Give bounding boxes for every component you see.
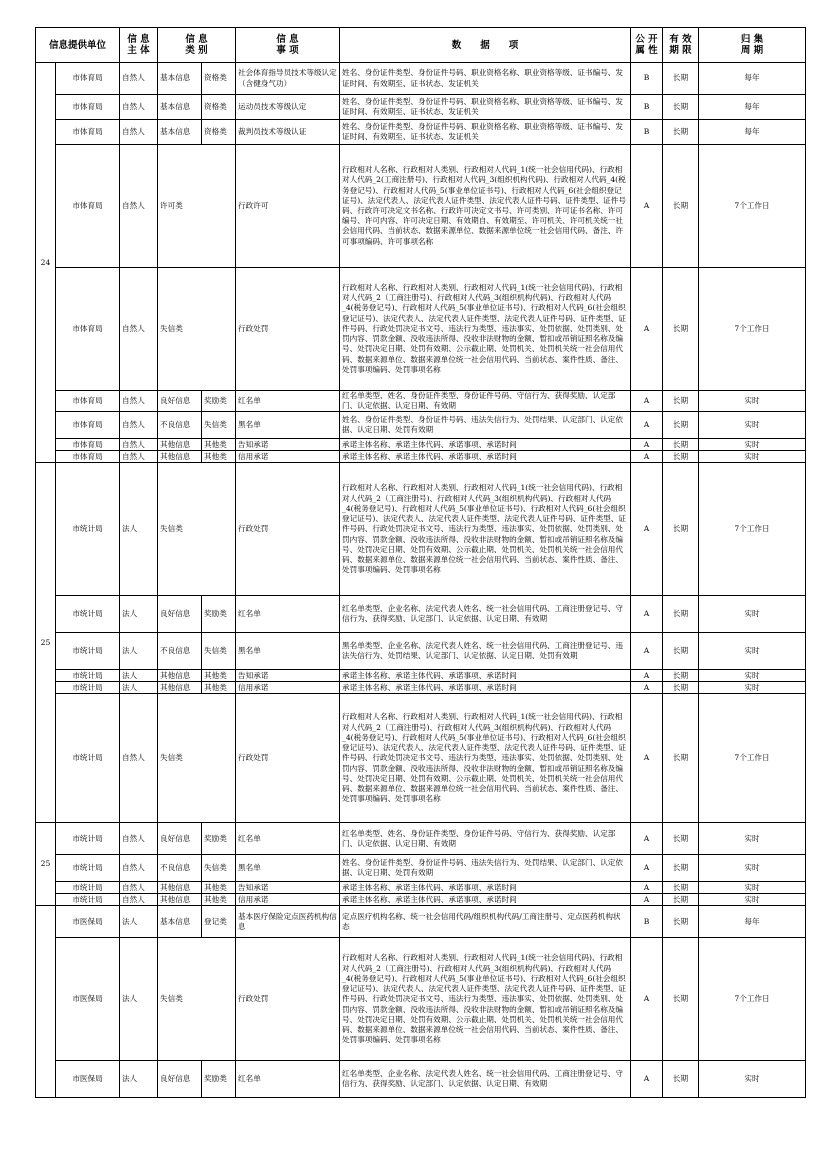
- cell-data-fields: 姓名、身份证件类型、身份证件号码、违法失信行为、处罚结果、认定部门、认定依据、认定日期、处罚有效期: [340, 855, 631, 882]
- cell-public-attr: B: [631, 906, 663, 938]
- cell-info-subcategory: 奖励类: [202, 596, 236, 633]
- row-group-number: 25: [36, 463, 56, 823]
- cell-info-subcategory: 资格类: [202, 95, 236, 120]
- table-row: [36, 596, 806, 633]
- cell-info-item: 基本医疗保险定点医药机构信息: [236, 906, 340, 938]
- row-group-number: 24: [36, 63, 56, 463]
- cell-provider-unit: 市医保局: [56, 906, 120, 938]
- cell-validity: 长期: [663, 95, 699, 120]
- cell-info-item: 红名单: [236, 391, 340, 412]
- cell-data-fields: 姓名、身份证件类型、身份证件号码、职业资格名称、职业资格等级、证书编号、发证时间、有效期至、证书状态、发证机关: [340, 95, 631, 120]
- cell-data-fields: 红名单类型、企业名称、法定代表人姓名、统一社会信用代码、工商注册登记号、守信行为、获得奖励、认定部门、认定依据、认定日期、有效期: [340, 596, 631, 633]
- cell-collection-period: 实时: [699, 412, 806, 439]
- cell-public-attr: B: [631, 63, 663, 95]
- cell-data-fields: 行政相对人名称、行政相对人类别、行政相对人代码_1(统一社会信用代码)、行政相对人代码_2（工商注册号)、行政相对人代码_3(组织机构代码)、行政相对人代码_4(税务登记号)、行政相对人代码_5(事业单位证书号)、行政相对人代码_6(社会组织登记证号)、法定代表人、法定代表人证件类型、法定代表人证件号码、证件类型、证件号码、行政处罚决定书文号、违法行为类型、违法事实、处罚依据、处罚类别、处罚内容、罚款金额、没收违法所得、没收非法财物的金额、暂扣或吊销证照名称及编号、处罚决定日期、处罚有效期、公示截止期、处罚机关、处罚机关统一社会信用代码、数据来源单位、数据来源单位统一社会信用代码、当前状态、案件性质、备注、处罚事项编码、处罚事项名称: [340, 268, 631, 391]
- cell-collection-period: 每年: [699, 120, 806, 145]
- table-row: [36, 145, 806, 268]
- table-row: [36, 412, 806, 439]
- cell-info-subject: 法人: [120, 670, 158, 682]
- cell-data-fields: 行政相对人名称、行政相对人类别、行政相对人代码_1(统一社会信用代码)、行政相对人代码_2(工商注册号)、行政相对人代码_3(组织机构代码)、行政相对人代码_4(税务登记号)、行政相对人代码_5(事业单位证书号)、行政相对人代码_6(社会组织登记证号)、法定代表人、法定代表人证件类型、法定代表人证件号码、证件类型、证件号码、行政许可决定文书名称、行政许可决定文书号、许可类别、许可证书名称、许可编号、许可内容、许可决定日期、有效期自、有效期至、许可机关、许可机关统一社会信用代码、当前状态、数据来源单位、数据来源单位统一社会信用代码、备注、许可事项编码、许可事项名称: [340, 145, 631, 268]
- cell-info-subject: 自然人: [120, 439, 158, 451]
- cell-info-subject: 自然人: [120, 855, 158, 882]
- cell-info-item: 红名单: [236, 596, 340, 633]
- cell-public-attr: A: [631, 823, 663, 855]
- cell-info-subject: 自然人: [120, 894, 158, 906]
- cell-info-subcategory: 失信类: [202, 412, 236, 439]
- cell-validity: 长期: [663, 463, 699, 596]
- cell-data-fields: 承诺主体名称、承诺主体代码、承诺事项、承诺时间: [340, 451, 631, 463]
- header-row: [36, 28, 806, 63]
- cell-collection-period: 每年: [699, 95, 806, 120]
- cell-info-subcategory: 失信类: [202, 633, 236, 670]
- cell-provider-unit: 市医保局: [56, 938, 120, 1061]
- cell-info-subcategory: 其他类: [202, 682, 236, 694]
- cell-info-category: 基本信息: [158, 906, 202, 938]
- table-row: [36, 268, 806, 391]
- cell-validity: 长期: [663, 145, 699, 268]
- cell-info-category: 基本信息: [158, 95, 202, 120]
- cell-provider-unit: 市体育局: [56, 63, 120, 95]
- cell-info-subcategory: 其他类: [202, 894, 236, 906]
- cell-collection-period: 实时: [699, 823, 806, 855]
- table-row: [36, 95, 806, 120]
- cell-info-item: 信用承诺: [236, 682, 340, 694]
- cell-info-item: 红名单: [236, 823, 340, 855]
- cell-info-category: 其他信息: [158, 894, 202, 906]
- header-item: 信 息 事 项: [236, 28, 340, 63]
- table-row: [36, 694, 806, 823]
- cell-info-subcategory: 其他类: [202, 882, 236, 894]
- cell-data-fields: 红名单类型、姓名、身份证件类型、身份证件号码、守信行为、获得奖励、认定部门、认定依据、认定日期、有效期: [340, 823, 631, 855]
- cell-public-attr: A: [631, 670, 663, 682]
- cell-info-item: 社会体育指导员技术等级认定（含健身气功）: [236, 63, 340, 95]
- cell-info-item: 红名单: [236, 1061, 340, 1098]
- cell-collection-period: 7个工作日: [699, 938, 806, 1061]
- cell-info-category: 良好信息: [158, 391, 202, 412]
- cell-validity: 长期: [663, 633, 699, 670]
- cell-validity: 长期: [663, 120, 699, 145]
- cell-public-attr: B: [631, 120, 663, 145]
- cell-validity: 长期: [663, 412, 699, 439]
- cell-validity: 长期: [663, 268, 699, 391]
- table-row: [36, 451, 806, 463]
- cell-info-item: 行政处罚: [236, 938, 340, 1061]
- cell-info-item: 信用承诺: [236, 451, 340, 463]
- table-row: [36, 894, 806, 906]
- header-public-attr: 公 开 属 性: [631, 28, 663, 63]
- cell-info-subject: 法人: [120, 682, 158, 694]
- cell-public-attr: A: [631, 855, 663, 882]
- cell-public-attr: A: [631, 633, 663, 670]
- cell-collection-period: 实时: [699, 633, 806, 670]
- cell-info-subject: 自然人: [120, 823, 158, 855]
- cell-validity: 长期: [663, 855, 699, 882]
- cell-info-item: 告知承诺: [236, 882, 340, 894]
- cell-info-subject: 自然人: [120, 412, 158, 439]
- cell-info-item: 行政处罚: [236, 694, 340, 823]
- cell-provider-unit: 市统计局: [56, 823, 120, 855]
- cell-provider-unit: 市统计局: [56, 882, 120, 894]
- cell-info-subject: 自然人: [120, 451, 158, 463]
- cell-info-subject: 法人: [120, 906, 158, 938]
- cell-info-item: 黑名单: [236, 633, 340, 670]
- cell-collection-period: 实时: [699, 439, 806, 451]
- cell-info-category: 良好信息: [158, 596, 202, 633]
- cell-provider-unit: 市体育局: [56, 95, 120, 120]
- cell-info-category: 不良信息: [158, 855, 202, 882]
- cell-collection-period: 每年: [699, 63, 806, 95]
- cell-provider-unit: 市统计局: [56, 894, 120, 906]
- cell-data-fields: 承诺主体名称、承诺主体代码、承诺事项、承诺时间: [340, 682, 631, 694]
- cell-info-category: 良好信息: [158, 1061, 202, 1098]
- cell-collection-period: 实时: [699, 596, 806, 633]
- cell-info-category: 失信类: [158, 268, 236, 391]
- cell-info-subject: 法人: [120, 1061, 158, 1098]
- cell-public-attr: A: [631, 938, 663, 1061]
- table-row: [36, 855, 806, 882]
- cell-collection-period: 实时: [699, 1061, 806, 1098]
- cell-data-fields: 承诺主体名称、承诺主体代码、承诺事项、承诺时间: [340, 882, 631, 894]
- cell-provider-unit: 市体育局: [56, 451, 120, 463]
- cell-info-category: 不良信息: [158, 412, 202, 439]
- cell-data-fields: 承诺主体名称、承诺主体代码、承诺事项、承诺时间: [340, 439, 631, 451]
- table-body: [36, 63, 806, 1098]
- cell-info-category: 许可类: [158, 145, 236, 268]
- cell-info-item: 运动员技术等级认定: [236, 95, 340, 120]
- cell-info-subject: 自然人: [120, 268, 158, 391]
- cell-data-fields: 姓名、身份证件类型、身份证件号码、违法失信行为、处罚结果、认定部门、认定依据、认定日期、处罚有效期: [340, 412, 631, 439]
- cell-info-subject: 法人: [120, 938, 158, 1061]
- cell-collection-period: 实时: [699, 670, 806, 682]
- cell-data-fields: 黑名单类型、企业名称、法定代表人姓名、统一社会信用代码、工商注册登记号、违法失信行为、处罚结果、认定部门、认定依据、认定日期、处罚有效期: [340, 633, 631, 670]
- cell-data-fields: 红名单类型、姓名、身份证件类型、身份证件号码、守信行为、获得奖励、认定部门、认定依据、认定日期、有效期: [340, 391, 631, 412]
- cell-info-category: 基本信息: [158, 63, 202, 95]
- row-group-number: [36, 906, 56, 1098]
- cell-info-category: 不良信息: [158, 633, 202, 670]
- cell-provider-unit: 市体育局: [56, 412, 120, 439]
- cell-info-subject: 自然人: [120, 120, 158, 145]
- cell-info-subject: 自然人: [120, 145, 158, 268]
- table-row: [36, 439, 806, 451]
- cell-collection-period: 实时: [699, 855, 806, 882]
- cell-info-subcategory: 其他类: [202, 670, 236, 682]
- cell-validity: 长期: [663, 682, 699, 694]
- cell-collection-period: 7个工作日: [699, 145, 806, 268]
- cell-public-attr: A: [631, 463, 663, 596]
- row-group-number: 25: [36, 823, 56, 906]
- cell-info-item: 信用承诺: [236, 894, 340, 906]
- cell-info-subject: 法人: [120, 596, 158, 633]
- cell-data-fields: 行政相对人名称、行政相对人类别、行政相对人代码_1(统一社会信用代码)、行政相对人代码_2（工商注册号)、行政相对人代码_3(组织机构代码)、行政相对人代码_4(税务登记号)、行政相对人代码_5(事业单位证书号)、行政相对人代码_6(社会组织登记证号)、法定代表人、法定代表人证件类型、法定代表人证件号码、证件类型、证件号码、行政处罚决定书文号、违法行为类型、违法事实、处罚依据、处罚类别、处罚内容、罚款金额、没收违法所得、没收非法财物的金额、暂扣或吊销证照名称及编号、处罚决定日期、处罚有效期、公示截止期、处罚机关、处罚机关统一社会信用代码、数据来源单位、数据来源单位统一社会信用代码、当前状态、案件性质、备注、处罚事项编码、处罚事项名称: [340, 694, 631, 823]
- cell-info-category: 基本信息: [158, 120, 202, 145]
- cell-info-category: 失信类: [158, 463, 236, 596]
- cell-public-attr: A: [631, 596, 663, 633]
- cell-data-fields: 红名单类型、企业名称、法定代表人姓名、统一社会信用代码、工商注册登记号、守信行为、获得奖励、认定部门、认定依据、认定日期、有效期: [340, 1061, 631, 1098]
- cell-data-fields: 姓名、身份证件类型、身份证件号码、职业资格名称、职业资格等级、证书编号、发证时间、有效期至、证书状态、发证机关: [340, 120, 631, 145]
- cell-validity: 长期: [663, 823, 699, 855]
- cell-info-category: 良好信息: [158, 823, 202, 855]
- cell-data-fields: 行政相对人名称、行政相对人类别、行政相对人代码_1(统一社会信用代码)、行政相对人代码_2（工商注册号)、行政相对人代码_3(组织机构代码)、行政相对人代码_4(税务登记号)、行政相对人代码_5(事业单位证书号)、行政相对人代码_6(社会组织登记证号)、法定代表人、法定代表人证件类型、法定代表人证件号码、证件类型、证件号码、行政处罚决定书文号、违法行为类型、违法事实、处罚依据、处罚类别、处罚内容、罚款金额、没收违法所得、没收非法财物的金额、暂扣或吊销证照名称及编号、处罚决定日期、处罚有效期、公示截止期、处罚机关、处罚机关统一社会信用代码、数据来源单位、数据来源单位统一社会信用代码、当前状态、案件性质、备注、处罚事项编码、处罚事项名称: [340, 938, 631, 1061]
- table-row: [36, 906, 806, 938]
- table-row: [36, 670, 806, 682]
- cell-info-subject: 自然人: [120, 882, 158, 894]
- cell-info-category: 其他信息: [158, 670, 202, 682]
- cell-data-fields: 承诺主体名称、承诺主体代码、承诺事项、承诺时间: [340, 894, 631, 906]
- cell-info-subcategory: 登记类: [202, 906, 236, 938]
- cell-info-subject: 自然人: [120, 95, 158, 120]
- cell-public-attr: B: [631, 95, 663, 120]
- cell-info-subcategory: 失信类: [202, 855, 236, 882]
- cell-data-fields: 行政相对人名称、行政相对人类别、行政相对人代码_1(统一社会信用代码)、行政相对人代码_2（工商注册号)、行政相对人代码_3(组织机构代码)、行政相对人代码_4(税务登记号)、行政相对人代码_5(事业单位证书号)、行政相对人代码_6(社会组织登记证号)、法定代表人、法定代表人证件类型、法定代表人证件号码、证件类型、证件号码、行政处罚决定书文号、违法行为类型、违法事实、处罚依据、处罚类别、处罚内容、罚款金额、没收违法所得、没收非法财物的金额、暂扣或吊销证照名称及编号、处罚决定日期、处罚有效期、公示截止期、处罚机关、处罚机关统一社会信用代码、数据来源单位、数据来源单位统一社会信用代码、当前状态、案件性质、备注、处罚事项编码、处罚事项名称: [340, 463, 631, 596]
- cell-data-fields: 姓名、身份证件类型、身份证件号码、职业资格名称、职业资格等级、证书编号、发证时间、有效期至、证书状态、发证机关: [340, 63, 631, 95]
- cell-public-attr: A: [631, 694, 663, 823]
- cell-collection-period: 每年: [699, 906, 806, 938]
- cell-validity: 长期: [663, 894, 699, 906]
- cell-public-attr: A: [631, 894, 663, 906]
- cell-info-subject: 法人: [120, 633, 158, 670]
- header-validity: 有 效 期 限: [663, 28, 699, 63]
- table-row: [36, 882, 806, 894]
- cell-collection-period: 7个工作日: [699, 463, 806, 596]
- header-collection-period: 归 集 周 期: [699, 28, 806, 63]
- cell-info-subcategory: 资格类: [202, 63, 236, 95]
- cell-validity: 长期: [663, 938, 699, 1061]
- cell-public-attr: A: [631, 391, 663, 412]
- cell-info-subject: 法人: [120, 463, 158, 596]
- cell-public-attr: A: [631, 882, 663, 894]
- cell-validity: 长期: [663, 596, 699, 633]
- cell-info-item: 告知承诺: [236, 439, 340, 451]
- table-row: [36, 1061, 806, 1098]
- cell-info-category: 其他信息: [158, 882, 202, 894]
- header-category: 信 息 类 别: [158, 28, 236, 63]
- cell-info-category: 其他信息: [158, 682, 202, 694]
- cell-validity: 长期: [663, 451, 699, 463]
- cell-provider-unit: 市统计局: [56, 694, 120, 823]
- table-row: [36, 938, 806, 1061]
- cell-provider-unit: 市医保局: [56, 1061, 120, 1098]
- cell-provider-unit: 市体育局: [56, 268, 120, 391]
- data-catalog-sheet: [35, 27, 805, 1098]
- cell-collection-period: 7个工作日: [699, 268, 806, 391]
- cell-info-subject: 自然人: [120, 63, 158, 95]
- cell-info-item: 告知承诺: [236, 670, 340, 682]
- cell-info-item: 裁判员技术等级认证: [236, 120, 340, 145]
- cell-info-subcategory: 奖励类: [202, 823, 236, 855]
- cell-provider-unit: 市体育局: [56, 439, 120, 451]
- cell-info-subcategory: 其他类: [202, 451, 236, 463]
- cell-collection-period: 7个工作日: [699, 694, 806, 823]
- cell-info-item: 行政许可: [236, 145, 340, 268]
- cell-validity: 长期: [663, 670, 699, 682]
- cell-info-category: 失信类: [158, 938, 236, 1061]
- table-row: [36, 63, 806, 95]
- cell-validity: 长期: [663, 391, 699, 412]
- cell-provider-unit: 市统计局: [56, 670, 120, 682]
- cell-info-subcategory: 奖励类: [202, 391, 236, 412]
- cell-public-attr: A: [631, 268, 663, 391]
- cell-validity: 长期: [663, 1061, 699, 1098]
- cell-info-subcategory: 其他类: [202, 439, 236, 451]
- cell-info-item: 黑名单: [236, 855, 340, 882]
- cell-collection-period: 实时: [699, 894, 806, 906]
- cell-info-item: 黑名单: [236, 412, 340, 439]
- cell-info-subcategory: 资格类: [202, 120, 236, 145]
- header-data-fields: 数 据 项: [340, 28, 631, 63]
- cell-info-subject: 自然人: [120, 694, 158, 823]
- table-row: [36, 120, 806, 145]
- table-row: [36, 823, 806, 855]
- cell-public-attr: A: [631, 451, 663, 463]
- cell-collection-period: 实时: [699, 391, 806, 412]
- table-row: [36, 682, 806, 694]
- header-subject: 信 息 主 体: [120, 28, 158, 63]
- cell-info-category: 其他信息: [158, 439, 202, 451]
- data-catalog-table: [35, 27, 806, 1098]
- cell-provider-unit: 市体育局: [56, 145, 120, 268]
- cell-provider-unit: 市统计局: [56, 633, 120, 670]
- table-row: [36, 391, 806, 412]
- cell-data-fields: 定点医疗机构名称、统一社会信用代码/组织机构代码/工商注册号、定点医药机构状态: [340, 906, 631, 938]
- header-unit: 信息提供单位: [36, 28, 120, 63]
- cell-info-item: 行政处罚: [236, 268, 340, 391]
- cell-info-subject: 自然人: [120, 391, 158, 412]
- cell-provider-unit: 市统计局: [56, 596, 120, 633]
- cell-info-category: 其他信息: [158, 451, 202, 463]
- cell-info-subcategory: 奖励类: [202, 1061, 236, 1098]
- cell-provider-unit: 市体育局: [56, 391, 120, 412]
- cell-public-attr: A: [631, 1061, 663, 1098]
- cell-provider-unit: 市统计局: [56, 855, 120, 882]
- cell-collection-period: 实时: [699, 451, 806, 463]
- cell-collection-period: 实时: [699, 882, 806, 894]
- cell-public-attr: A: [631, 439, 663, 451]
- cell-info-category: 失信类: [158, 694, 236, 823]
- cell-public-attr: A: [631, 412, 663, 439]
- cell-public-attr: A: [631, 145, 663, 268]
- cell-validity: 长期: [663, 439, 699, 451]
- cell-provider-unit: 市统计局: [56, 682, 120, 694]
- cell-validity: 长期: [663, 694, 699, 823]
- cell-public-attr: A: [631, 682, 663, 694]
- table-row: [36, 463, 806, 596]
- table-row: [36, 633, 806, 670]
- cell-validity: 长期: [663, 882, 699, 894]
- cell-collection-period: 实时: [699, 682, 806, 694]
- cell-provider-unit: 市体育局: [56, 120, 120, 145]
- cell-validity: 长期: [663, 63, 699, 95]
- cell-validity: 长期: [663, 906, 699, 938]
- cell-info-item: 行政处罚: [236, 463, 340, 596]
- cell-provider-unit: 市统计局: [56, 463, 120, 596]
- cell-data-fields: 承诺主体名称、承诺主体代码、承诺事项、承诺时间: [340, 670, 631, 682]
